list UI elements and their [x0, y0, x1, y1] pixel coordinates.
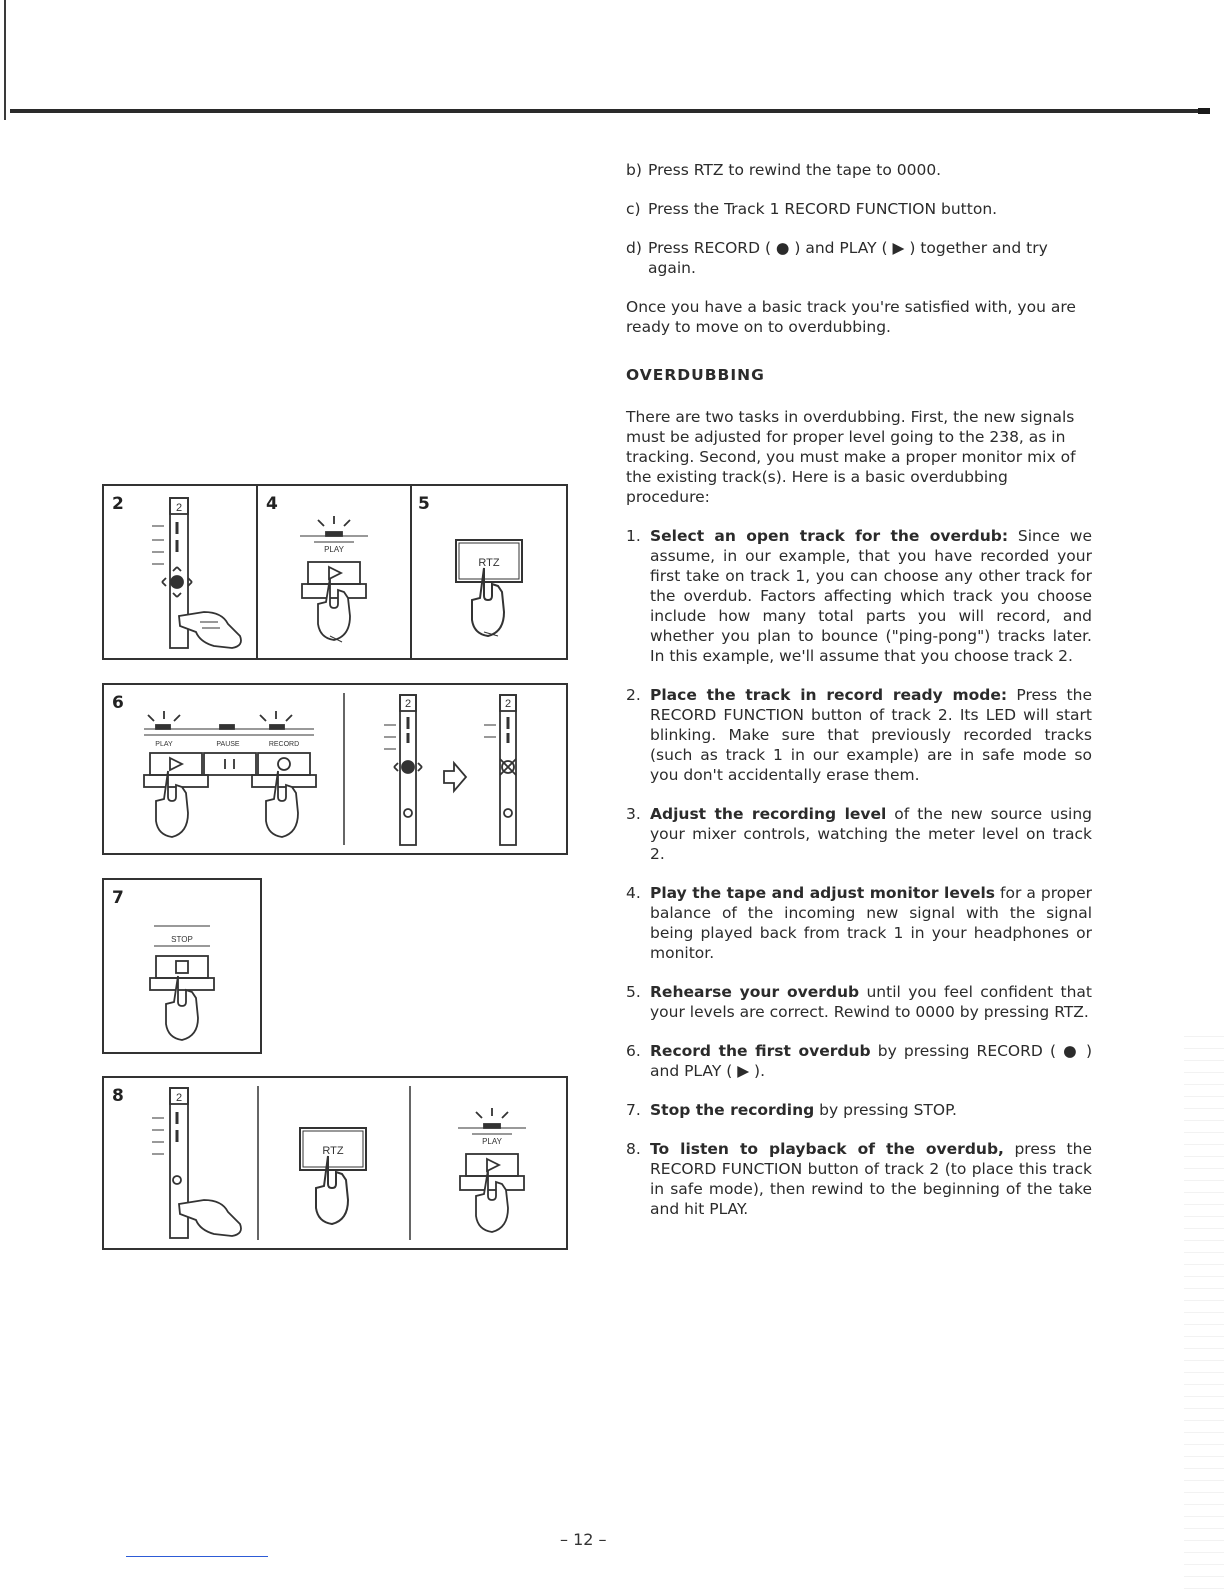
strip-label: 2	[404, 698, 412, 710]
top-rule	[10, 109, 1208, 113]
figure-7-drawing	[104, 880, 260, 1052]
step-d	[626, 238, 1092, 278]
step-d-label: d)	[626, 239, 642, 257]
rtz-label: RTZ	[478, 557, 500, 569]
step-b	[626, 160, 1092, 180]
list-item-bold: Play the tape and adjust monitor levels	[650, 884, 996, 902]
transport-buttons-illustration	[144, 711, 316, 837]
list-item-text: by pressing RECORD ( ● ) and PLAY ( ▶ ).	[650, 1042, 1093, 1080]
list-item-number: 2.	[626, 686, 641, 704]
figure-number: 4	[266, 494, 278, 514]
list-item	[626, 526, 1092, 666]
play-button-illustration	[458, 1108, 526, 1232]
list-item-text: until you feel confident that your levels are correct. Rewind to 0000 by pressing RTZ.	[650, 983, 1092, 1021]
bottom-rule	[126, 1556, 268, 1557]
figure-number: 7	[112, 888, 124, 908]
overview-paragraph: There are two tasks in overdubbing. First, the new signals must be adjusted for proper level going to the 238, as in tracking. Second, you must make a proper monitor mix of the existing track(s). Here is a basic overdubbing procedure:	[626, 408, 1076, 506]
list-item-bold: Adjust the recording level	[650, 805, 887, 823]
strip-label: 2	[504, 698, 512, 710]
list-item-bold: Stop the recording	[650, 1101, 815, 1119]
track-strip-illustration	[152, 498, 241, 648]
step-c	[626, 199, 1092, 219]
list-item-bold: To listen to playback of the overdub,	[650, 1140, 1004, 1158]
figure-7	[102, 878, 262, 1054]
figure-row-1-drawing	[104, 486, 566, 658]
step-c-label: c)	[626, 200, 641, 218]
top-rule-end	[1198, 108, 1210, 114]
figure-8-drawing	[104, 1078, 566, 1248]
step-b-text: Press RTZ to rewind the tape to 0000.	[648, 161, 942, 179]
list-item-number: 7.	[626, 1101, 641, 1119]
list-item	[626, 804, 1092, 864]
play-button-illustration	[300, 516, 368, 642]
page-number: – 12 –	[560, 1530, 607, 1549]
list-item	[626, 685, 1092, 785]
figure-number: 6	[112, 693, 124, 713]
figure-row-1	[102, 484, 568, 660]
list-item-bold: Rehearse your overdub	[650, 983, 860, 1001]
strip-label: 2	[175, 1092, 183, 1104]
list-item-bold: Select an open track for the overdub:	[650, 527, 1009, 545]
figure-8	[102, 1076, 568, 1250]
rtz-label: RTZ	[322, 1145, 344, 1157]
list-item-text: Press the RECORD FUNCTION button of track 2. Its LED will start blinking. Make sure that previously recorded tracks (such as track 1 in our example) are in safe mode so you don't accidentally erase them.	[650, 686, 1092, 784]
list-item-number: 8.	[626, 1140, 641, 1158]
intro-paragraph: Once you have a basic track you're satisfied with, you are ready to move on to overdubbing.	[626, 298, 1076, 336]
pause-label: PAUSE	[216, 741, 240, 748]
track-strip-illustration	[384, 695, 516, 845]
record-label: RECORD	[268, 741, 300, 748]
figure-number: 2	[112, 494, 124, 514]
section-heading: OVERDUBBING	[626, 366, 765, 384]
figure-number: 8	[112, 1086, 124, 1106]
list-item-text: for a proper balance of the incoming new signal with the signal being played back from track 1 in your headphones or monitor.	[650, 884, 1092, 962]
rtz-button-illustration	[456, 540, 522, 636]
list-item-number: 4.	[626, 884, 641, 902]
play-label: PLAY	[482, 1137, 502, 1146]
list-item-text: Since we assume, in our example, that you have recorded your first take on track 1, you can choose any other track for the overdub. Factors affecting which track you choose include how many total parts you will record, and whether you plan to bounce ("ping-pong") tracks later. In this example, we'll assume that you choose track 2.	[650, 527, 1092, 665]
stop-label: STOP	[171, 935, 193, 944]
list-item-number: 1.	[626, 527, 641, 545]
list-item-text: of the new source using your mixer controls, watching the meter level on track 2.	[650, 805, 1093, 863]
list-item-number: 5.	[626, 983, 641, 1001]
page-edge	[4, 0, 6, 120]
text-column	[626, 160, 1092, 1238]
step-c-text: Press the Track 1 RECORD FUNCTION button.	[648, 200, 998, 218]
procedure-list	[626, 526, 1092, 1219]
step-b-label: b)	[626, 161, 642, 179]
figure-number: 5	[418, 494, 430, 514]
list-item	[626, 883, 1092, 963]
track-strip-illustration	[152, 1088, 241, 1238]
list-item-text: press the RECORD FUNCTION button of track 2 (to place this track in safe mode), then rewind to the beginning of the take and hit PLAY.	[650, 1140, 1092, 1218]
list-item-bold: Place the track in record ready mode:	[650, 686, 1008, 704]
step-d-text: Press RECORD ( ● ) and PLAY ( ▶ ) together and try again.	[648, 239, 1048, 277]
play-label: PLAY	[324, 545, 344, 554]
list-item	[626, 982, 1092, 1022]
list-item-text: by pressing STOP.	[814, 1101, 957, 1119]
list-item-bold: Record the first overdub	[650, 1042, 871, 1060]
list-item	[626, 1041, 1092, 1081]
list-item-number: 3.	[626, 805, 641, 823]
figure-6-drawing	[104, 685, 566, 853]
list-item	[626, 1100, 1092, 1120]
strip-label: 2	[175, 502, 183, 514]
scan-edge-texture	[1184, 1030, 1224, 1590]
figure-6	[102, 683, 568, 855]
rtz-button-illustration	[300, 1128, 366, 1224]
list-item	[626, 1139, 1092, 1219]
list-item-number: 6.	[626, 1042, 641, 1060]
play-label: PLAY	[155, 741, 173, 748]
